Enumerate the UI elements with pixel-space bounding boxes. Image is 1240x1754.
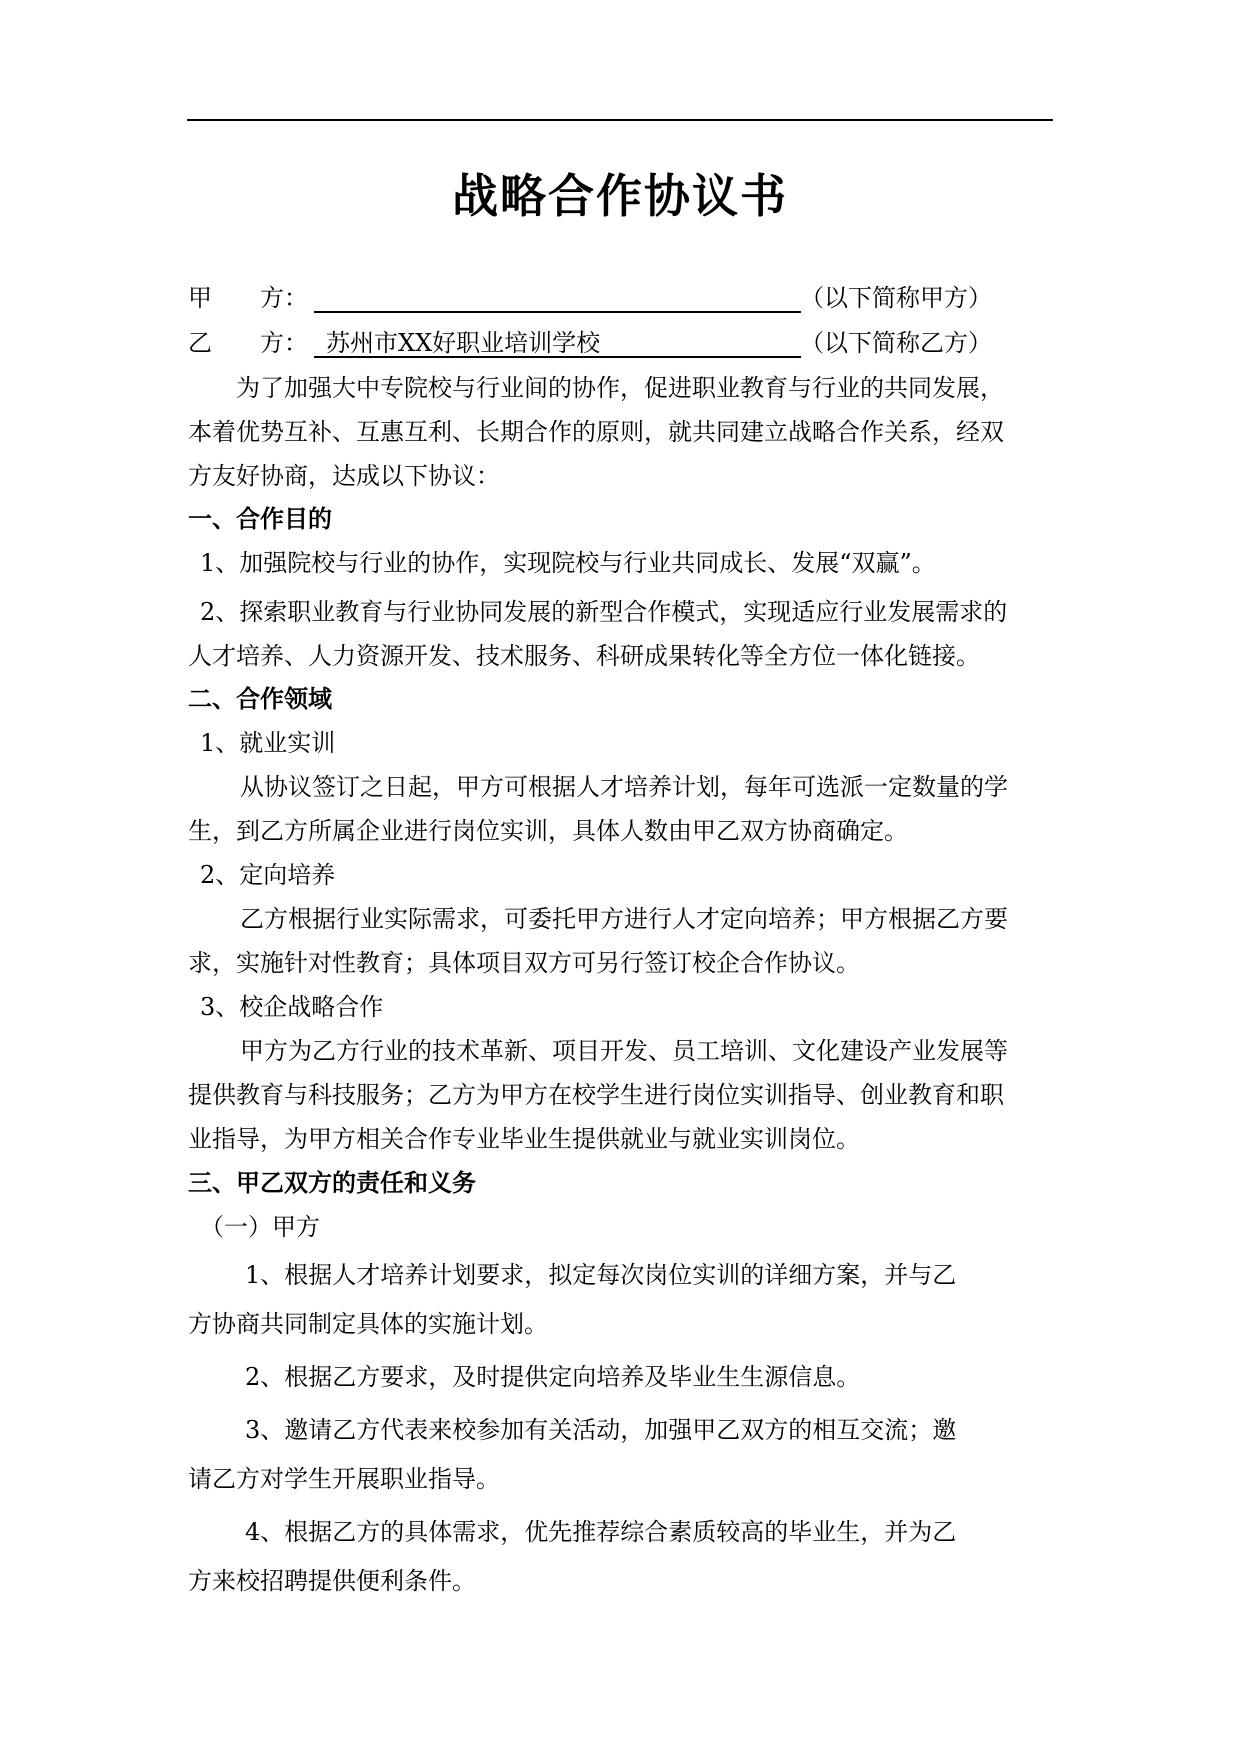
preamble-line: 本着优势互补、互惠互利、长期合作的原则，就共同建立战略合作关系，经双 bbox=[188, 418, 1004, 446]
preamble-line: 为了加强大中专院校与行业间的协作，促进职业教育与行业的共同发展， bbox=[188, 374, 1004, 402]
clause-line: 2、探索职业教育与行业协同发展的新型合作模式，实现适应行业发展需求的 bbox=[200, 598, 1008, 626]
clause-line: 3、邀请乙方代表来校参加有关活动，加强甲乙双方的相互交流；邀 bbox=[245, 1416, 957, 1444]
section-heading: 二、合作领域 bbox=[188, 685, 332, 713]
clause-line: 人才培养、人力资源开发、技术服务、科研成果转化等全方位一体化链接。 bbox=[188, 642, 980, 670]
header-rule bbox=[187, 119, 1053, 121]
clause-line: 4、根据乙方的具体需求，优先推荐综合素质较高的毕业生，并为乙 bbox=[245, 1518, 957, 1546]
party-a-suffix: （以下简称甲方） bbox=[800, 284, 992, 312]
clause-line: 乙方根据行业实际需求，可委托甲方进行人才定向培养；甲方根据乙方要 bbox=[240, 905, 1008, 933]
clause-line: 生，到乙方所属企业进行岗位实训，具体人数由甲乙双方协商确定。 bbox=[188, 817, 908, 845]
preamble-line: 方友好协商，达成以下协议： bbox=[188, 462, 500, 490]
subsection-title: 1、就业实训 bbox=[200, 729, 336, 757]
section-heading: 三、甲乙双方的责任和义务 bbox=[188, 1169, 476, 1197]
party-a-label: 甲 方： bbox=[188, 284, 308, 312]
clause-line: 求，实施针对性教育；具体项目双方可另行签订校企合作协议。 bbox=[188, 949, 860, 977]
subsection-title: 2、定向培养 bbox=[200, 861, 336, 889]
clause-line: 2、根据乙方要求，及时提供定向培养及毕业生生源信息。 bbox=[245, 1363, 861, 1391]
clause-line: 业指导，为甲方相关合作专业毕业生提供就业与就业实训岗位。 bbox=[188, 1125, 860, 1153]
clause-line: 1、根据人才培养计划要求，拟定每次岗位实训的详细方案，并与乙 bbox=[245, 1261, 957, 1289]
party-a-field bbox=[314, 283, 801, 313]
subsection-title: （一）甲方 bbox=[200, 1213, 320, 1241]
document-title: 战略合作协议书 bbox=[452, 169, 788, 223]
clause-line: 方来校招聘提供便利条件。 bbox=[188, 1567, 476, 1595]
clause-line: 1、加强院校与行业的协作，实现院校与行业共同成长、发展“双赢”。 bbox=[200, 549, 936, 577]
clause-line: 提供教育与科技服务；乙方为甲方在校学生进行岗位实训指导、创业教育和职 bbox=[188, 1081, 1004, 1109]
party-b-line bbox=[188, 328, 1054, 358]
party-a-line bbox=[188, 283, 1054, 313]
clause-line: 从协议签订之日起，甲方可根据人才培养计划，每年可选派一定数量的学 bbox=[240, 773, 1008, 801]
party-b-label: 乙 方： bbox=[188, 329, 308, 357]
party-b-field: 苏州市XX好职业培训学校 bbox=[314, 328, 801, 358]
clause-line: 甲方为乙方行业的技术革新、项目开发、员工培训、文化建设产业发展等 bbox=[240, 1037, 1008, 1065]
subsection-title: 3、校企战略合作 bbox=[200, 993, 384, 1021]
section-heading: 一、合作目的 bbox=[188, 505, 332, 533]
party-b-suffix: （以下简称乙方） bbox=[800, 329, 992, 357]
clause-line: 方协商共同制定具体的实施计划。 bbox=[188, 1310, 548, 1338]
clause-line: 请乙方对学生开展职业指导。 bbox=[188, 1465, 500, 1493]
